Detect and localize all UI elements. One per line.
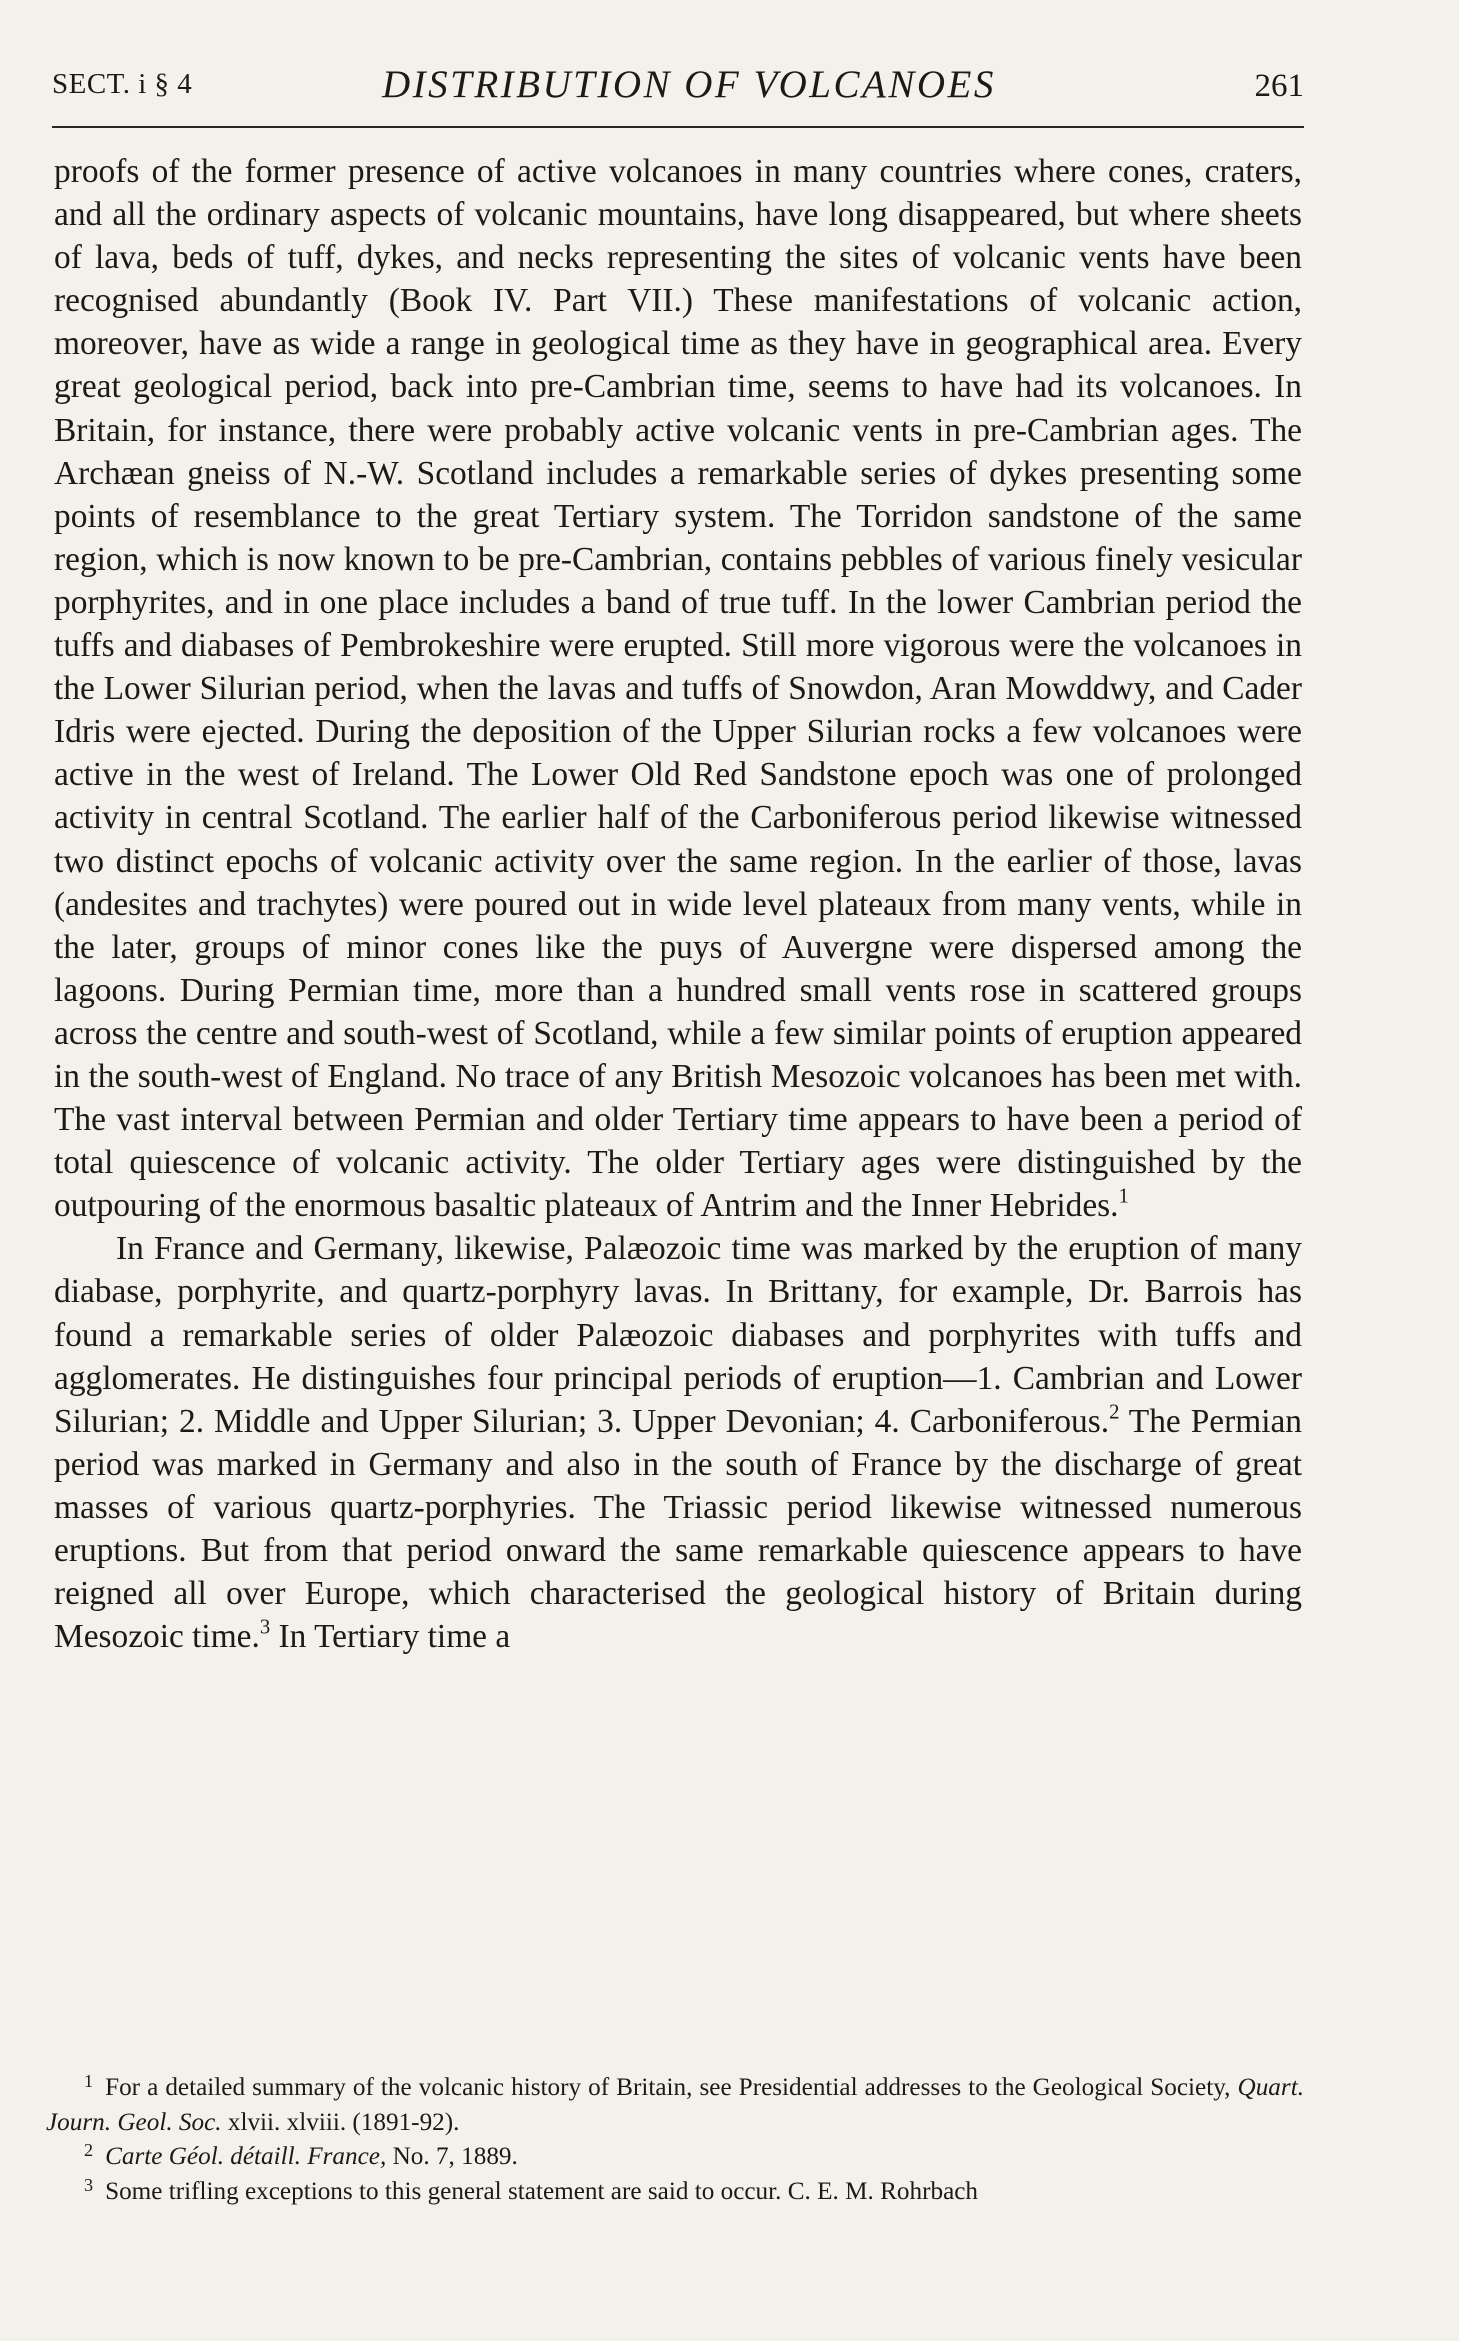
footnote-text: For a detailed summary of the volcanic history of Britain, see Presidential addresses to the Geological Society, <box>105 2074 1238 2101</box>
header-rule <box>52 126 1304 128</box>
footnote-text-end: No. 7, 1889. <box>386 2143 518 2171</box>
page-number: 261 <box>1254 68 1304 104</box>
footnote-citation: Quart. Journ. Geol. Soc. <box>46 2074 1304 2136</box>
footnote-1 <box>46 2071 1304 2140</box>
paragraph-1-text: proofs of the former presence of active volcanoes in many countries where cones, craters, and all the ordinary aspects of volcanic mountains, have long disappeared, but where sheets of lava, beds of tuff, dykes, and necks representing the sites of volcanic vents have been recognised abundantly (Book IV. Part VII.) These manifestations of volcanic action, moreover, have as wide a range in geological time as they have in geographical area. Every great geological period, back into pre-Cambrian time, seems to have had its volcanoes. In Britain, for instance, there were probably active volcanic vents in pre-Cambrian ages. The Archæan gneiss of N.-W. Scotland includes a remarkable series of dykes presenting some points of resemblance to the great Tertiary system. The Torridon sandstone of the same region, which is now known to be pre-Cambrian, contains pebbles of various finely vesicular porphyrites, and in one place includes a band of true tuff. In the lower Cambrian period the tuffs and diabases of Pembrokeshire were erupted. Still more vigorous were the volcanoes in the Lower Silurian period, when the lavas and tuffs of Snowdon, Aran Mowddwy, and Cader Idris were ejected. During the deposition of the Upper Silurian rocks a few volcanoes were active in the west of Ireland. The Lower Old Red Sandstone epoch was one of prolonged activity in central Scotland. The earlier half of the Carboniferous period likewise witnessed two distinct epochs of volcanic activity over the same region. In the earlier of those, lavas (andesites and trachytes) were poured out in wide level plateaux from many vents, while in the later, groups of minor cones like the puys of Auvergne were dispersed among the lagoons. During Permian time, more than a hundred small vents rose in scattered groups across the centre and south-west of Scotland, while a few similar points of eruption appeared in the south-west of England. No trace of any British Mesozoic volcanoes has been met with. The vast interval between Permian and older Tertiary time appears to have been a period of total quiescence of volcanic activity. The older Tertiary ages were distinguished by the outpouring of the enormous basaltic plateaux of Antrim and the Inner Hebrides. <box>54 153 1302 1225</box>
footnote-2 <box>46 2140 1304 2175</box>
paragraph-2 <box>54 1227 1302 1658</box>
footnote-marker: 1 <box>84 2070 94 2091</box>
paragraph-2-text-b: The Permian period was marked in Germany and also in the south of France by the discharge of great masses of various quartz-porphyries. The Triassic period likewise witnessed numerous eruptions. But from that period onward the same remarkable quiescence appears to have reigned all over Europe, which characterised the geological history of Britain during Mesozoic time. <box>54 1402 1302 1656</box>
footnotes <box>46 2071 1304 2210</box>
footnote-ref-3: 3 <box>259 1616 271 1639</box>
footnote-ref-2: 2 <box>1109 1401 1120 1424</box>
running-header <box>52 62 1304 122</box>
section-label: SECT. i § 4 <box>52 68 193 100</box>
paragraph-1 <box>54 150 1302 1227</box>
footnote-marker: 2 <box>84 2140 94 2161</box>
paragraph-2-text-c: In Tertiary time a <box>270 1618 511 1656</box>
footnote-ref-1: 1 <box>1118 1185 1129 1208</box>
paragraph-2-text-a: In France and Germany, likewise, Palæozoic time was marked by the eruption of many diabase, porphyrite, and quartz-porphyry lavas. In Brittany, for example, Dr. Barrois has found a remarkable series of older Palæozoic diabases and porphyrites with tuffs and agglomerates. He distinguishes four principal periods of eruption—1. Cambrian and Lower Silurian; 2. Middle and Upper Silurian; 3. Upper Devonian; 4. Carboniferous. <box>54 1230 1302 1440</box>
footnote-text: Some trifling exceptions to this general statement are said to occur. C. E. M. Rohrbach <box>105 2178 979 2206</box>
body-text <box>54 150 1302 1658</box>
footnote-citation: Carte Géol. détaill. France, <box>105 2143 387 2171</box>
footnote-3 <box>46 2175 1304 2210</box>
running-title: DISTRIBUTION OF VOLCANOES <box>382 63 996 106</box>
footnote-marker: 3 <box>84 2174 94 2195</box>
footnote-text-end: xlvii. xlviii. (1891-92). <box>221 2108 460 2136</box>
